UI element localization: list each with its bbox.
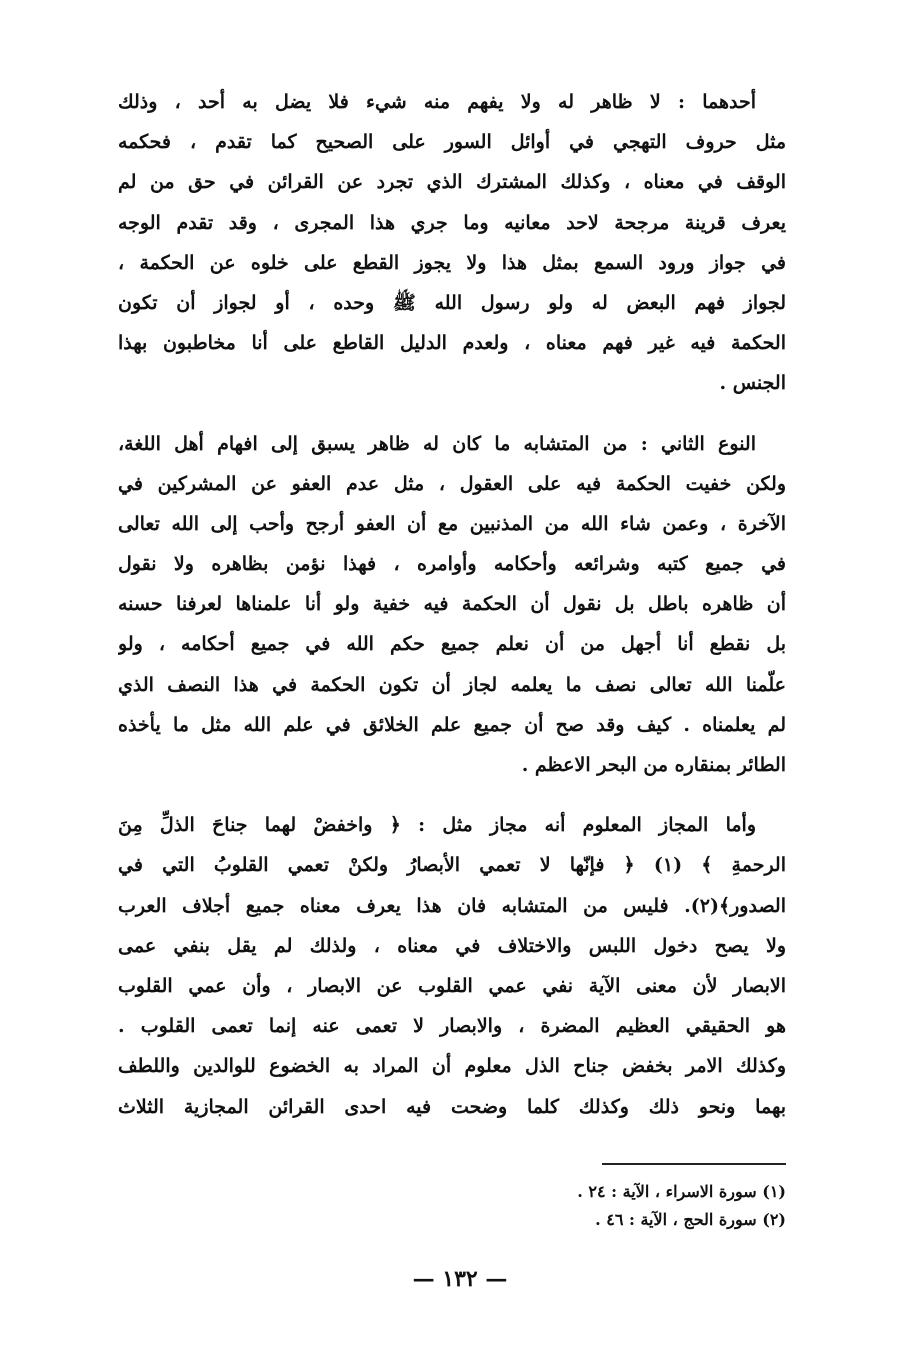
text-line: أن ظاهره باطل بل نقول أن الحكمة فيه خفية ولو أنا علمناها لعرفنا حسنه <box>118 593 786 616</box>
text-line: لجواز فهم البعض له ولو رسول الله ﷺ وحده ، أو لجواز أن تكون <box>118 291 786 314</box>
text-line: ولكن خفيت الحكمة فيه على العقول ، مثل عدم العفو عن المشركين في <box>118 472 786 495</box>
footnote: (٢) سورة الحج ، الآية : ٤٦ . <box>595 1210 786 1229</box>
text-line: النوع الثاني : من المتشابه ما كان له ظاهر يسبق إلى افهام أهل اللغة، <box>118 432 756 455</box>
text-line: الطائر بمنقاره من البحر الاعظم . <box>521 754 786 776</box>
text-line: الابصار لأن معنى الآية نفي عمي القلوب عن الابصار ، وأن عمي القلوب <box>118 974 786 997</box>
text-line: لم يعلمناه . كيف وقد صح أن جميع علم الخلائق في علم الله مثل ما يأخذه <box>118 713 786 736</box>
paragraph-spacer <box>118 404 786 424</box>
text-line: بهما ونحو ذلك وكذلك كلما وضحت فيه احدى القرائن المجازية الثلاث <box>118 1095 786 1118</box>
footnote: (١) سورة الاسراء ، الآية : ٢٤ . <box>577 1182 786 1201</box>
text-line: الجنس . <box>719 372 786 395</box>
text-line: الآخرة ، وعمن شاء الله من المذنبين مع أن العفو أرجح وأحب إلى الله تعالى <box>118 512 786 535</box>
text-line: هو الحقيقي العظيم المضرة ، والابصار لا تعمى عنه إنما تعمى القلوب . <box>118 1015 786 1038</box>
text-line: علّمنا الله تعالى نصف ما يعلمه لجاز أن تكون الحكمة في هذا النصف الذي <box>118 673 786 696</box>
paragraph-2 <box>118 424 786 786</box>
text-line: أحدهما : لا ظاهر له ولا يفهم منه شيء فلا يضل به أحد ، وذلك <box>118 91 756 113</box>
text-line: الرحمةِ ﴾ (١) ﴿ فإنّها لا تعمي الأبصارُ ولكنْ تعمي القلوبُ التي في <box>118 854 786 877</box>
text-line: الحكمة فيه غير فهم معناه ، ولعدم الدليل القاطع على أنا مخاطبون بهذا <box>118 332 786 355</box>
body-text <box>118 82 786 1127</box>
paragraph-3 <box>118 805 786 1127</box>
text-line: يعرف قرينة مرجحة لاحد معانيه وما جري هذا المجرى ، وقد تقدم الوجه <box>118 211 786 234</box>
text-line: مثل حروف التهجي في أوائل السور على الصحيح كما تقدم ، فحكمه <box>118 131 786 154</box>
text-line: الصدور﴾(٢). فليس من المتشابه فان هذا يعرف معناه جميع أجلاف العرب <box>118 894 786 917</box>
text-line: وأما المجاز المعلوم أنه مجاز مثل : ﴿ واخفضْ لهما جناحَ الذلِّ مِنَ <box>118 814 756 837</box>
text-line: في جميع كتبه وشرائعه وأحكامه وأوامره ، فهذا نؤمن بظاهره ولا نقول <box>118 553 786 576</box>
text-line: في جواز ورود السمع بمثل هذا ولا يجوز القطع على خلوه عن الحكمة ، <box>118 251 786 274</box>
paragraph-1 <box>118 82 786 404</box>
text-line: ولا يصح دخول اللبس والاختلاف في معناه ، ولذلك لم يقل بنفي عمى <box>118 934 786 957</box>
paragraph-spacer <box>118 785 786 805</box>
footnote-divider <box>602 1163 786 1165</box>
text-line: الوقف في معناه ، وكذلك المشترك الذي تجرد عن القرائن في حق من لم <box>118 171 786 194</box>
text-line: وكذلك الامر بخفض جناح الذل معلوم أن المراد به الخضوع للوالدين واللطف <box>118 1055 786 1078</box>
page-number: — ١٣٢ — <box>412 1266 508 1292</box>
text-line: بل نقطع أنا أجهل من أن نعلم جميع حكم الله في جميع أحكامه ، ولو <box>118 633 786 656</box>
footnotes <box>440 1178 786 1234</box>
